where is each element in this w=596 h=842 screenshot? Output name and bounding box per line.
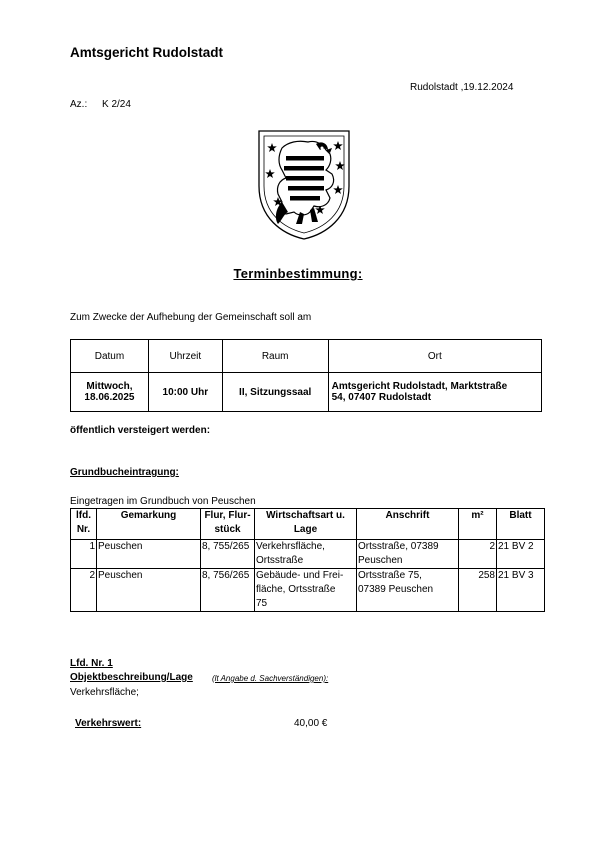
grundbuch-lfd: 2: [71, 569, 97, 612]
auction-text: öffentlich versteigert werden:: [70, 425, 211, 436]
schedule-datum-line1: Mittwoch,: [86, 381, 133, 392]
court-name: Amtsgericht Rudolstadt: [70, 45, 224, 60]
grundbuch-anschrift: [357, 540, 459, 569]
grundbuch-anschrift-line1: Ortsstraße, 07389: [358, 541, 439, 552]
grundbuch-flur: 8, 755/265: [201, 540, 255, 569]
grundbuch-header-wirt-2: Lage: [293, 524, 318, 535]
grundbuch-wirt-line1: Verkehrsfläche,: [256, 541, 325, 552]
grundbuch-header-lfd-2: Nr.: [76, 524, 91, 535]
schedule-header-ort: Ort: [328, 340, 541, 373]
schedule-header-row: [71, 340, 542, 373]
grundbuch-gemarkung: Peuschen: [97, 540, 201, 569]
schedule-datum: [71, 373, 149, 412]
grundbuch-header-flur-1: Flur, Flur-: [204, 510, 251, 521]
lfd-number: Lfd. Nr. 1: [70, 658, 113, 669]
grundbuch-gemarkung: Peuschen: [97, 569, 201, 612]
grundbuch-header-flur-2: stück: [214, 524, 241, 535]
grundbuch-blatt: 21 BV 3: [497, 569, 545, 612]
grundbuch-m2: 258: [459, 569, 497, 612]
grundbuch-wirtschaftsart: [255, 540, 357, 569]
grundbuch-header-lfd-1: lfd.: [76, 510, 91, 521]
grundbuch-table: [70, 508, 545, 612]
grundbuch-anschrift-line1: Ortsstraße 75,: [358, 570, 422, 581]
grundbuch-header-gemarkung: Gemarkung: [97, 509, 201, 540]
grundbuch-wirt-line1: Gebäude- und Frei-: [256, 570, 344, 581]
schedule-header-uhrzeit: Uhrzeit: [148, 340, 222, 373]
object-note: (lt Angabe d. Sachverständigen):: [212, 674, 329, 683]
schedule-table: [70, 339, 542, 412]
table-row: [71, 569, 545, 612]
grundbuch-header-wirt-1: Wirtschaftsart u.: [266, 510, 345, 521]
table-row: [71, 540, 545, 569]
schedule-header-datum: Datum: [71, 340, 149, 373]
document-title: Terminbestimmung:: [233, 266, 363, 281]
schedule-uhrzeit: 10:00 Uhr: [148, 373, 222, 412]
grundbuch-anschrift: [357, 569, 459, 612]
schedule-datum-line2: 18.06.2025: [84, 392, 135, 403]
grundbuch-header-m2: m²: [459, 509, 497, 540]
schedule-header-raum: Raum: [222, 340, 328, 373]
grundbuch-header-wirtschaftsart: [255, 509, 357, 540]
grundbuch-blatt: 21 BV 2: [497, 540, 545, 569]
grundbuch-anschrift-line2: Peuschen: [358, 555, 403, 566]
grundbuch-flur: 8, 756/265: [201, 569, 255, 612]
grundbuch-anschrift-line2: 07389 Peuschen: [358, 584, 434, 595]
case-number-label: Az.:: [70, 99, 88, 110]
grundbuch-wirt-line3: 75: [256, 598, 268, 609]
object-description: Verkehrsfläche;: [70, 687, 139, 698]
grundbuch-header-row: [71, 509, 545, 540]
case-number-value: K 2/24: [102, 99, 131, 110]
intro-text: Zum Zwecke der Aufhebung der Gemeinschaft soll am: [70, 312, 312, 323]
grundbuch-lfd: 1: [71, 540, 97, 569]
grundbuch-intro: Eingetragen im Grundbuch von Peuschen: [70, 496, 256, 507]
grundbuch-header-anschrift: Anschrift: [357, 509, 459, 540]
grundbuch-header-lfd: [71, 509, 97, 540]
schedule-ort-line2: 54, 07407 Rudolstadt: [331, 392, 432, 403]
object-heading: Objektbeschreibung/Lage: [70, 672, 193, 683]
grundbuch-m2: 2: [459, 540, 497, 569]
schedule-ort: [328, 373, 541, 412]
grundbuch-wirtschaftsart: [255, 569, 357, 612]
place-date: Rudolstadt ,19.12.2024: [410, 82, 514, 93]
schedule-raum: II, Sitzungssaal: [222, 373, 328, 412]
verkehrswert-label: Verkehrswert:: [75, 718, 142, 729]
grundbuch-header-flur: [201, 509, 255, 540]
schedule-value-row: [71, 373, 542, 412]
grundbuch-wirt-line2: Ortsstraße: [256, 555, 304, 566]
grundbuch-header-blatt: Blatt: [497, 509, 545, 540]
verkehrswert-value: 40,00 €: [294, 718, 328, 729]
schedule-ort-line1: Amtsgericht Rudolstadt, Marktstraße: [331, 381, 508, 392]
grundbuch-wirt-line2: fläche, Ortsstraße: [256, 584, 336, 595]
thuringia-coat-of-arms-icon: [256, 128, 352, 242]
grundbuch-heading: Grundbucheintragung:: [70, 467, 179, 478]
